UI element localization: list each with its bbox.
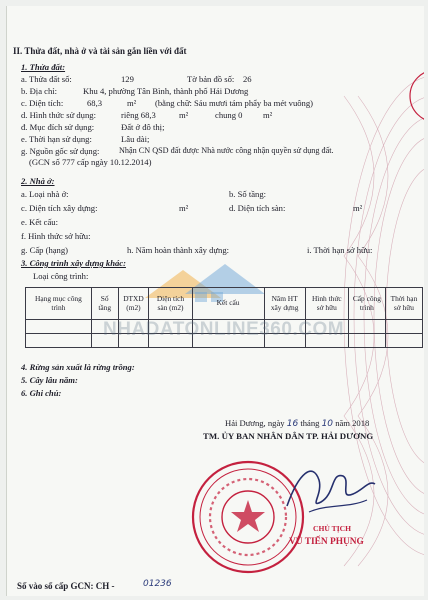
col-header: Cấp công trình bbox=[348, 288, 385, 320]
col-header: Thời hạn sở hữu bbox=[385, 288, 422, 320]
lot-value: 129 bbox=[121, 74, 134, 84]
use-private: riêng 68,3 bbox=[121, 110, 156, 120]
col-header: Diện tích sàn (m2) bbox=[149, 288, 192, 320]
origin-value: Nhận CN QSD đất được Nhà nước công nhận quyền sử dụng đất. bbox=[119, 146, 334, 155]
purpose-label: đ. Mục đích sử dụng: bbox=[21, 122, 95, 132]
works-type-label: Loại công trình: bbox=[33, 271, 89, 281]
floor-area-label: d. Diện tích sàn: bbox=[229, 203, 286, 213]
month-label: tháng bbox=[300, 418, 320, 428]
col-header: Năm HT xây dựng bbox=[264, 288, 305, 320]
forest-heading: 4. Rừng sản xuất là rừng trồng: bbox=[21, 362, 135, 372]
signature-scribble bbox=[279, 454, 379, 524]
ownership-term-label: i. Thời hạn sở hữu: bbox=[307, 245, 373, 255]
structure-label: e. Kết cấu: bbox=[21, 217, 58, 227]
floor-area-unit: m² bbox=[353, 203, 363, 213]
area-label: c. Diện tích: bbox=[21, 98, 64, 108]
house-heading: 2. Nhà ở: bbox=[21, 176, 55, 186]
term-value: Lâu dài; bbox=[121, 134, 150, 144]
trees-heading: 5. Cây lâu năm: bbox=[21, 375, 78, 385]
house-type-label: a. Loại nhà ở: bbox=[21, 189, 69, 199]
map-value: 26 bbox=[243, 74, 252, 84]
month-handwritten: 10 bbox=[321, 419, 334, 429]
notes-heading: 6. Ghi chú: bbox=[21, 388, 62, 398]
origin-value-2: (GCN số 777 cấp ngày 10.12.2014) bbox=[29, 157, 152, 167]
origin-label: g. Nguồn gốc sử dụng: bbox=[21, 146, 100, 156]
grade-label: g. Cấp (hạng) bbox=[21, 245, 69, 255]
col-header: Hình thức sở hữu bbox=[305, 288, 348, 320]
year-label: năm 2018 bbox=[335, 418, 370, 428]
map-label: Tờ bản đồ số: bbox=[187, 74, 235, 84]
term-label: e. Thời hạn sử dụng: bbox=[21, 134, 92, 144]
use-private-unit: m² bbox=[179, 110, 189, 120]
house-floors-label: b. Số tầng: bbox=[229, 189, 267, 199]
signer-title: CHỦ TỊCH bbox=[313, 524, 352, 533]
build-area-unit: m² bbox=[179, 203, 189, 213]
land-heading: 1. Thửa đất: bbox=[21, 62, 66, 72]
use-common: chung 0 bbox=[215, 110, 243, 120]
build-area-label: c. Diện tích xây dựng: bbox=[21, 203, 98, 213]
col-header: Kết cấu bbox=[192, 288, 264, 320]
place-date bbox=[225, 418, 369, 429]
address-label: b. Địa chỉ: bbox=[21, 86, 58, 96]
works-heading: 3. Công trình xây dựng khác: bbox=[21, 258, 126, 268]
lot-label: a. Thửa đất số: bbox=[21, 74, 72, 84]
area-unit: m² bbox=[127, 98, 137, 108]
ownership-label: f. Hình thức sở hữu: bbox=[21, 231, 91, 241]
use-form-label: d. Hình thức sử dụng: bbox=[21, 110, 96, 120]
signer-name: VŨ TIẾN PHỤNG bbox=[289, 537, 364, 547]
registry-number: 01236 bbox=[143, 579, 172, 589]
registry-label: Số vào sổ cấp GCN: CH - bbox=[17, 581, 115, 591]
purpose-value: Đất ở đô thị; bbox=[121, 122, 165, 132]
col-header: Hạng mục công trình bbox=[26, 288, 92, 320]
watermark-text: NHADATONLINE360.COM bbox=[103, 319, 345, 340]
day-handwritten: 16 bbox=[286, 419, 299, 429]
section-title: II. Thửa đất, nhà ở và tài sản gắn liền với đất bbox=[13, 46, 187, 56]
authority: TM. ỦY BAN NHÂN DÂN TP. HẢI DƯƠNG bbox=[203, 431, 374, 441]
year-label: h. Năm hoàn thành xây dựng: bbox=[127, 245, 230, 255]
area-words: (bằng chữ: Sáu mươi tám phẩy ba mét vuông) bbox=[155, 98, 314, 108]
address-value: Khu 4, phường Tân Bình, thành phố Hải Dương bbox=[83, 86, 249, 96]
place-date-prefix: Hải Dương, ngày bbox=[225, 418, 285, 428]
works-table-header bbox=[26, 288, 423, 320]
certificate-page bbox=[6, 6, 424, 596]
col-header: DTXD (m2) bbox=[118, 288, 149, 320]
area-value: 68,3 bbox=[87, 98, 103, 108]
col-header: Số tầng bbox=[91, 288, 118, 320]
use-common-unit: m² bbox=[263, 110, 273, 120]
